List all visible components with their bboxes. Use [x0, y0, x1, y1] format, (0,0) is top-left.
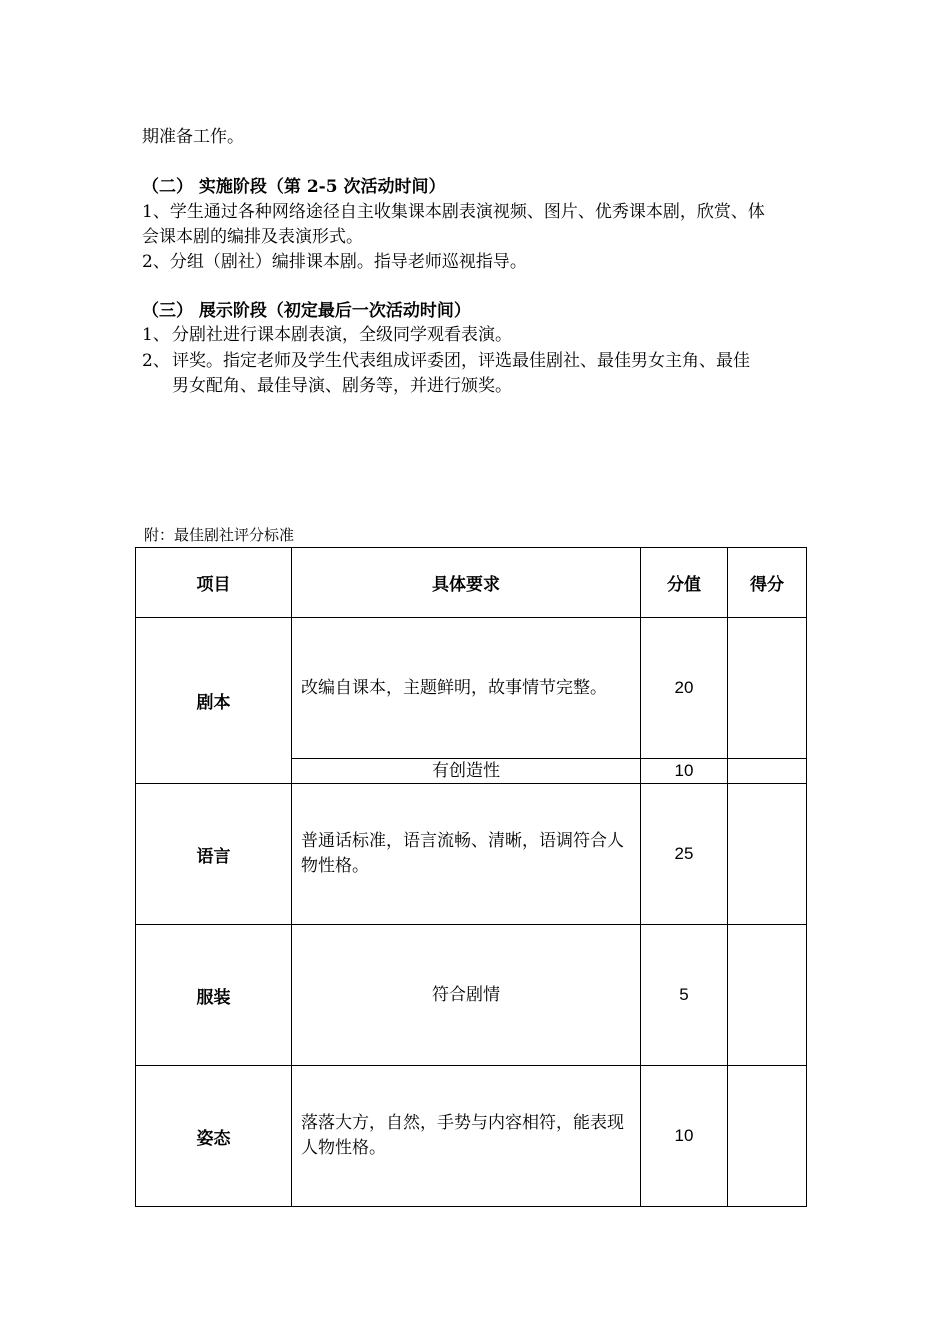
scoring-table [135, 547, 807, 1207]
points-cell: 5 [641, 925, 728, 1066]
category-cell: 服装 [136, 925, 292, 1066]
requirement-cell: 普通话标准，语言流畅、清晰，语调符合人物性格。 [292, 784, 641, 925]
section-2-heading: （二） 实施阶段（第 2-5 次活动时间） [142, 177, 446, 197]
header-points: 分值 [641, 548, 728, 618]
score-cell [728, 1066, 807, 1207]
table-header-row [136, 548, 807, 618]
list-item-text: 分剧社进行课本剧表演，全级同学观看表演。 [172, 325, 512, 345]
table-row [136, 784, 807, 925]
header-item: 项目 [136, 548, 292, 618]
points-cell: 25 [641, 784, 728, 925]
list-item-text: 评奖。指定老师及学生代表组成评委团，评选最佳剧社、最佳男女主角、最佳 [172, 351, 750, 371]
score-cell [728, 784, 807, 925]
requirement-cell: 符合剧情 [292, 925, 641, 1066]
requirement-cell: 落落大方，自然，手势与内容相符，能表现人物性格。 [292, 1066, 641, 1207]
category-cell: 语言 [136, 784, 292, 925]
points-cell: 10 [641, 1066, 728, 1207]
list-item-text: 男女配角、最佳导演、剧务等，并进行颁奖。 [172, 376, 512, 396]
score-cell [728, 925, 807, 1066]
points-cell: 10 [641, 759, 728, 784]
score-cell [728, 618, 807, 759]
header-score: 得分 [728, 548, 807, 618]
category-cell: 剧本 [136, 618, 292, 784]
table-row [136, 1066, 807, 1207]
header-requirement: 具体要求 [292, 548, 641, 618]
requirement-cell: 改编自课本，主题鲜明，故事情节完整。 [292, 618, 641, 759]
section-2-item-1-line-2: 会课本剧的编排及表演形式。 [142, 227, 363, 247]
table-row [136, 925, 807, 1066]
table-row [136, 618, 807, 759]
category-cell: 姿态 [136, 1066, 292, 1207]
list-number: 2、 [142, 351, 170, 371]
section-3-heading: （三） 展示阶段（初定最后一次活动时间） [142, 301, 471, 321]
list-number: 1、 [142, 325, 170, 345]
section-2-item-2: 2、分组（剧社）编排课本剧。指导老师巡视指导。 [142, 252, 527, 272]
section-2-item-1-line-1: 1、学生通过各种网络途径自主收集课本剧表演视频、图片、优秀课本剧，欣赏、体 [142, 202, 765, 222]
score-cell [728, 759, 807, 784]
requirement-cell: 有创造性 [292, 759, 641, 784]
points-cell: 20 [641, 618, 728, 759]
appendix-caption: 附：最佳剧社评分标准 [144, 526, 295, 544]
intro-tail: 期准备工作。 [142, 127, 244, 147]
